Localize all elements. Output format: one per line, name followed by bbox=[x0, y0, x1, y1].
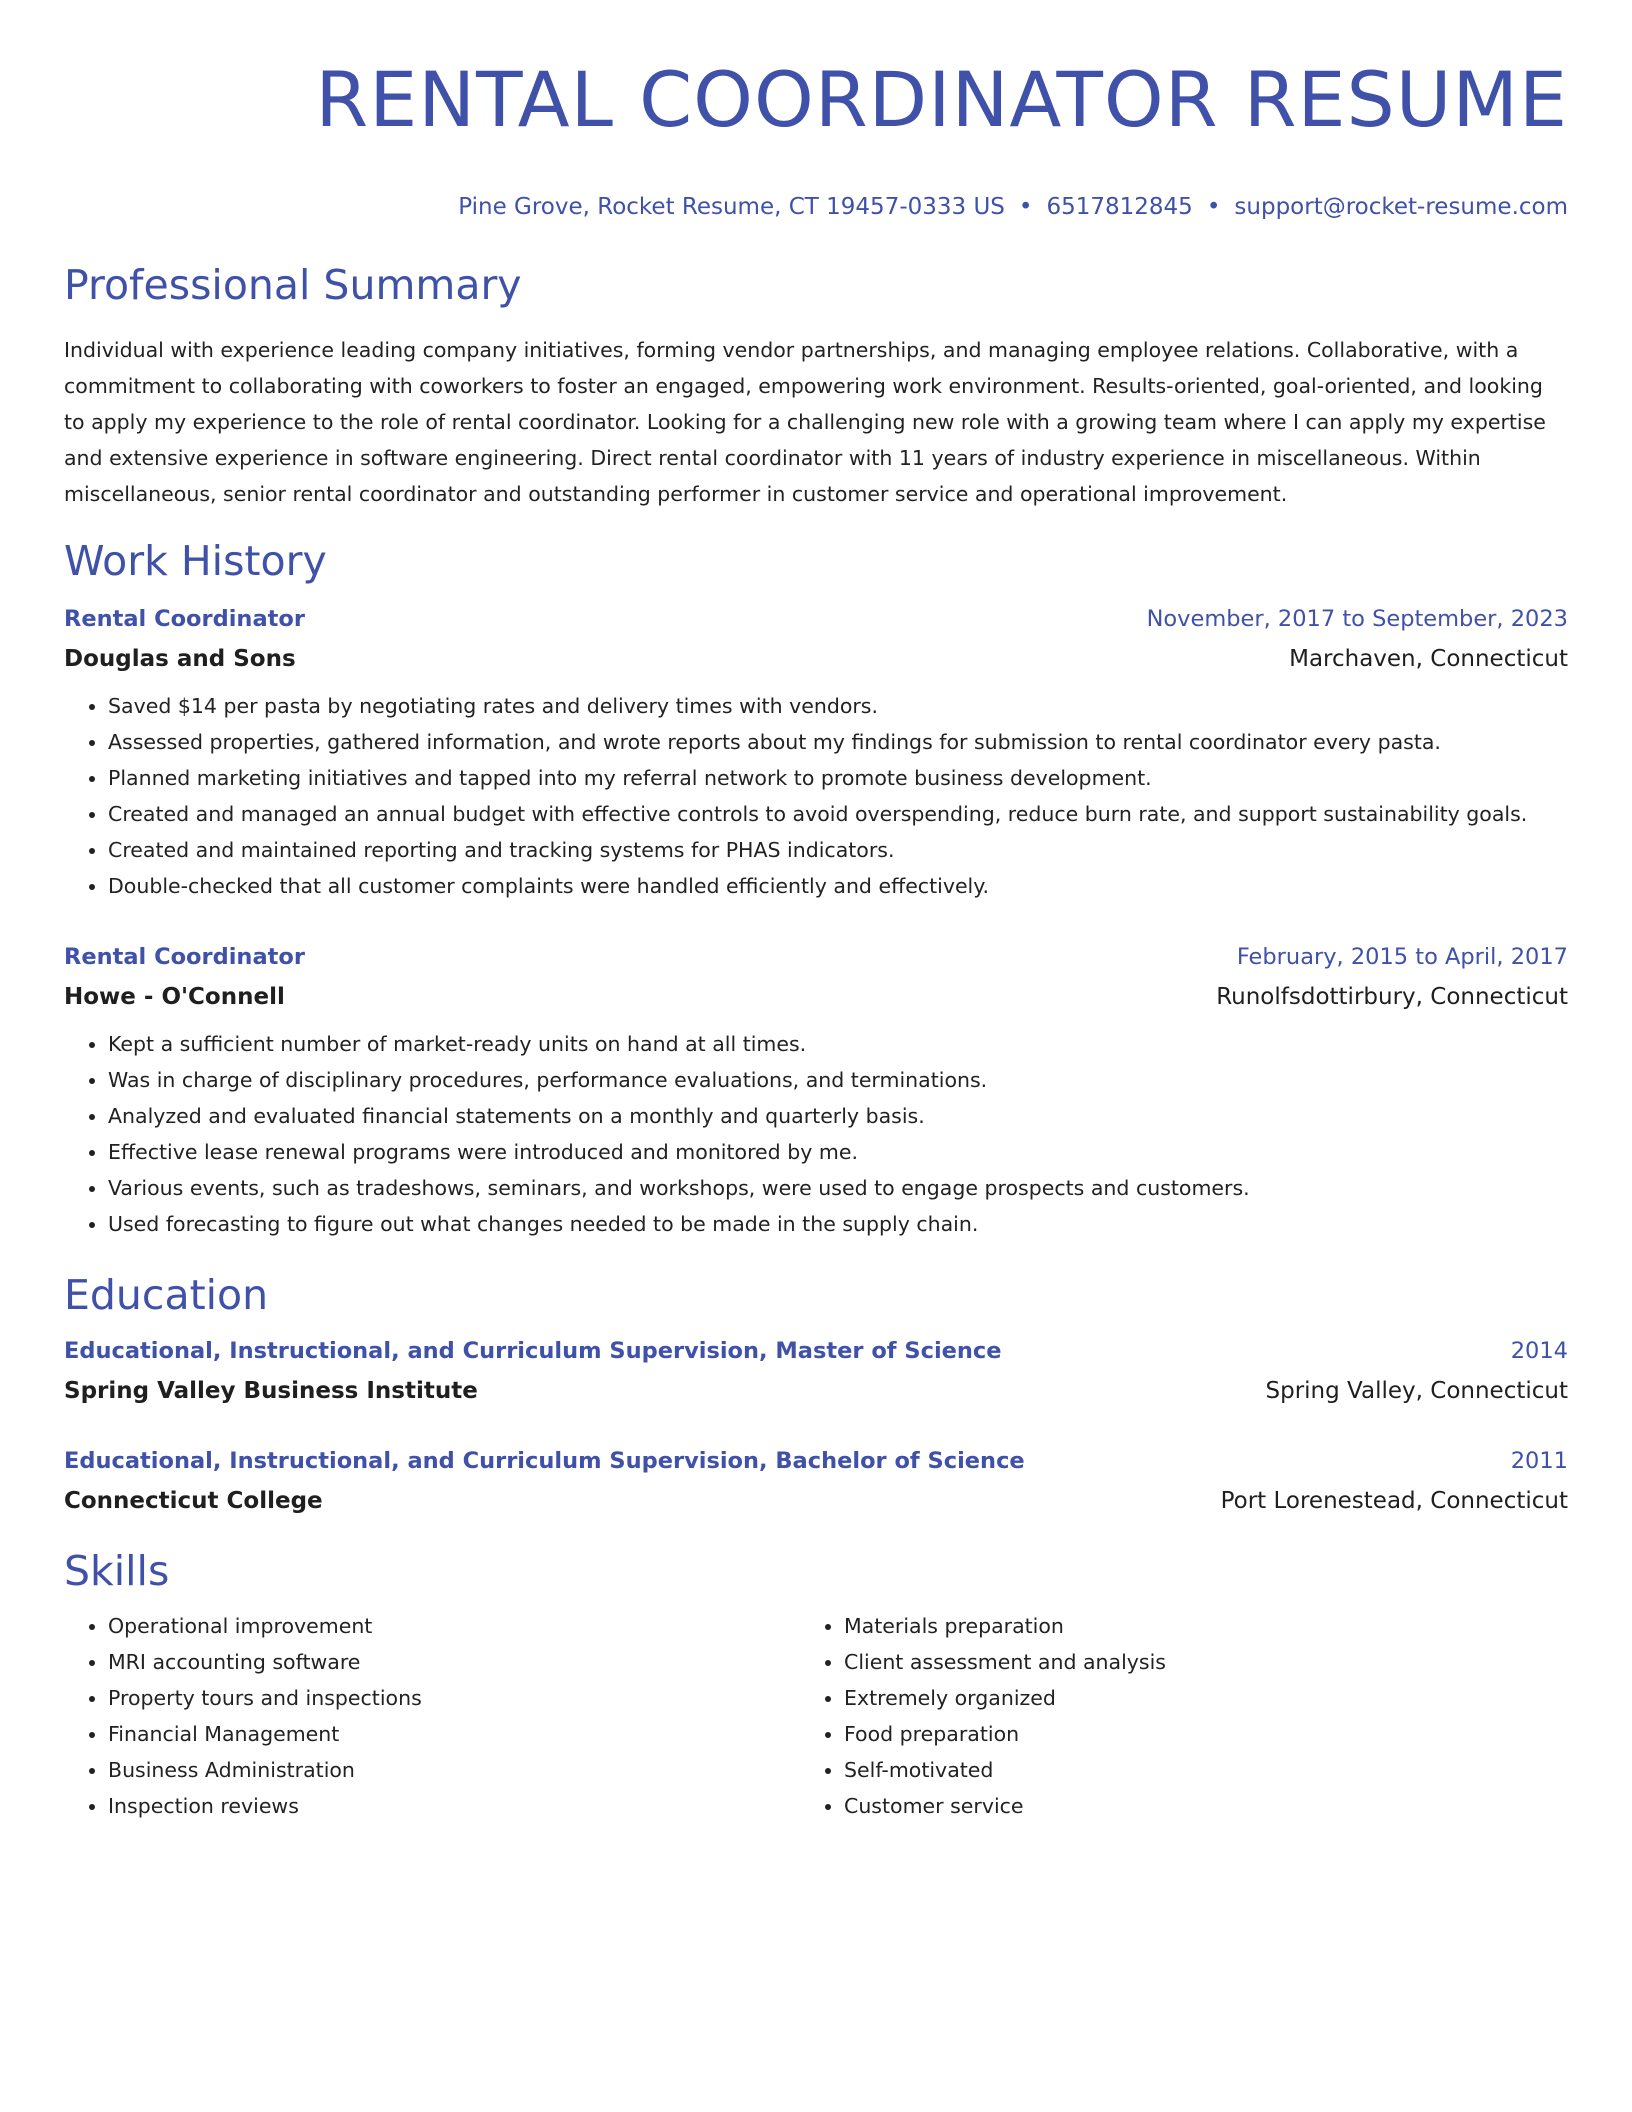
list-item: • Various events, such as tradeshows, seminars, and workshops, were used to engage prospects and customers. bbox=[108, 1170, 1568, 1206]
list-item: • Self-motivated bbox=[844, 1752, 1536, 1788]
education-year: 2011 bbox=[1510, 1448, 1568, 1474]
job-company: Douglas and Sons bbox=[64, 646, 296, 672]
list-item: • Property tours and inspections bbox=[108, 1680, 800, 1716]
contact-email: support@rocket-resume.com bbox=[1234, 194, 1568, 220]
skills-column-right bbox=[800, 1608, 1536, 1824]
list-item: • Used forecasting to figure out what changes needed to be made in the supply chain. bbox=[108, 1206, 1568, 1242]
contact-separator: • bbox=[1018, 194, 1033, 220]
job-dates: February, 2015 to April, 2017 bbox=[1236, 944, 1568, 970]
skills-list bbox=[64, 1608, 800, 1824]
education-school: Connecticut College bbox=[64, 1488, 323, 1514]
education-year: 2014 bbox=[1510, 1338, 1568, 1364]
skills-column-left bbox=[64, 1608, 800, 1824]
job-company-row bbox=[64, 644, 1568, 674]
education-degree: Educational, Instructional, and Curriculum Supervision, Master of Science bbox=[64, 1338, 1002, 1364]
summary-text: Individual with experience leading company initiatives, forming vendor partnerships, and managing employee relations. Collaborative, with a commitment to collaborating with coworkers to foster an engaged, empowering work environment. Results-oriented, goal-oriented, and looking to apply my experience to the role of rental coordinator. Looking for a challenging new role with a growing team where I can apply my expertise and extensive experience in software engineering. Direct rental coordinator with 11 years of industry experience in miscellaneous. Within miscellaneous, senior rental coordinator and outstanding performer in customer service and operational improvement. bbox=[64, 338, 1546, 506]
list-item: • Food preparation bbox=[844, 1716, 1536, 1752]
skills-list bbox=[800, 1608, 1536, 1824]
list-item: • MRI accounting software bbox=[108, 1644, 800, 1680]
education-entry bbox=[64, 1336, 1568, 1406]
job-dates: November, 2017 to September, 2023 bbox=[1146, 606, 1568, 632]
job-entry bbox=[64, 604, 1568, 904]
work-history-heading: Work History bbox=[64, 537, 327, 585]
resume-header bbox=[64, 0, 1568, 222]
list-item: • Materials preparation bbox=[844, 1608, 1536, 1644]
list-item: • Effective lease renewal programs were introduced and monitored by me. bbox=[108, 1134, 1568, 1170]
list-item: • Business Administration bbox=[108, 1752, 800, 1788]
job-company: Howe - O'Connell bbox=[64, 984, 285, 1010]
job-title: Rental Coordinator bbox=[64, 606, 305, 632]
job-title: Rental Coordinator bbox=[64, 944, 305, 970]
list-item: • Operational improvement bbox=[108, 1608, 800, 1644]
list-item: • Planned marketing initiatives and tapped into my referral network to promote business development. bbox=[108, 760, 1568, 796]
contact-separator: • bbox=[1206, 194, 1221, 220]
contact-phone: 6517812845 bbox=[1046, 194, 1193, 220]
contact-line bbox=[64, 192, 1568, 222]
education-degree-row bbox=[64, 1446, 1568, 1476]
education-heading: Education bbox=[64, 1271, 269, 1319]
education-school-row bbox=[64, 1486, 1568, 1516]
education-degree: Educational, Instructional, and Curriculum Supervision, Bachelor of Science bbox=[64, 1448, 1025, 1474]
job-company-row bbox=[64, 982, 1568, 1012]
list-item: • Created and managed an annual budget with effective controls to avoid overspending, reduce burn rate, and support sustainability goals. bbox=[108, 796, 1568, 832]
education-entry bbox=[64, 1446, 1568, 1516]
education-school-row bbox=[64, 1376, 1568, 1406]
job-location: Runolfsdottirbury, Connecticut bbox=[1216, 984, 1568, 1010]
job-bullets bbox=[64, 1026, 1568, 1242]
list-item: • Double-checked that all customer complaints were handled efficiently and effectively. bbox=[108, 868, 1568, 904]
list-item: • Financial Management bbox=[108, 1716, 800, 1752]
list-item: • Was in charge of disciplinary procedures, performance evaluations, and terminations. bbox=[108, 1062, 1568, 1098]
list-item: • Client assessment and analysis bbox=[844, 1644, 1536, 1680]
education-location: Spring Valley, Connecticut bbox=[1265, 1378, 1568, 1404]
list-item: • Saved $14 per pasta by negotiating rates and delivery times with vendors. bbox=[108, 688, 1568, 724]
list-item: • Analyzed and evaluated financial statements on a monthly and quarterly basis. bbox=[108, 1098, 1568, 1134]
job-location: Marchaven, Connecticut bbox=[1289, 646, 1568, 672]
job-title-row bbox=[64, 604, 1568, 634]
list-item: • Inspection reviews bbox=[108, 1788, 800, 1824]
page-title: RENTAL COORDINATOR RESUME bbox=[315, 55, 1568, 144]
job-entry bbox=[64, 942, 1568, 1242]
education-location: Port Lorenestead, Connecticut bbox=[1220, 1488, 1568, 1514]
education-degree-row bbox=[64, 1336, 1568, 1366]
skills-heading: Skills bbox=[64, 1547, 170, 1595]
list-item: • Extremely organized bbox=[844, 1680, 1536, 1716]
summary-heading: Professional Summary bbox=[64, 261, 522, 309]
contact-address: Pine Grove, Rocket Resume, CT 19457-0333 US bbox=[458, 194, 1005, 220]
education-school: Spring Valley Business Institute bbox=[64, 1378, 478, 1404]
job-title-row bbox=[64, 942, 1568, 972]
list-item: • Assessed properties, gathered information, and wrote reports about my findings for submission to rental coordinator every pasta. bbox=[108, 724, 1568, 760]
skills-grid bbox=[64, 1608, 1568, 1824]
list-item: • Customer service bbox=[844, 1788, 1536, 1824]
list-item: • Kept a sufficient number of market-ready units on hand at all times. bbox=[108, 1026, 1568, 1062]
job-bullets bbox=[64, 688, 1568, 904]
list-item: • Created and maintained reporting and tracking systems for PHAS indicators. bbox=[108, 832, 1568, 868]
